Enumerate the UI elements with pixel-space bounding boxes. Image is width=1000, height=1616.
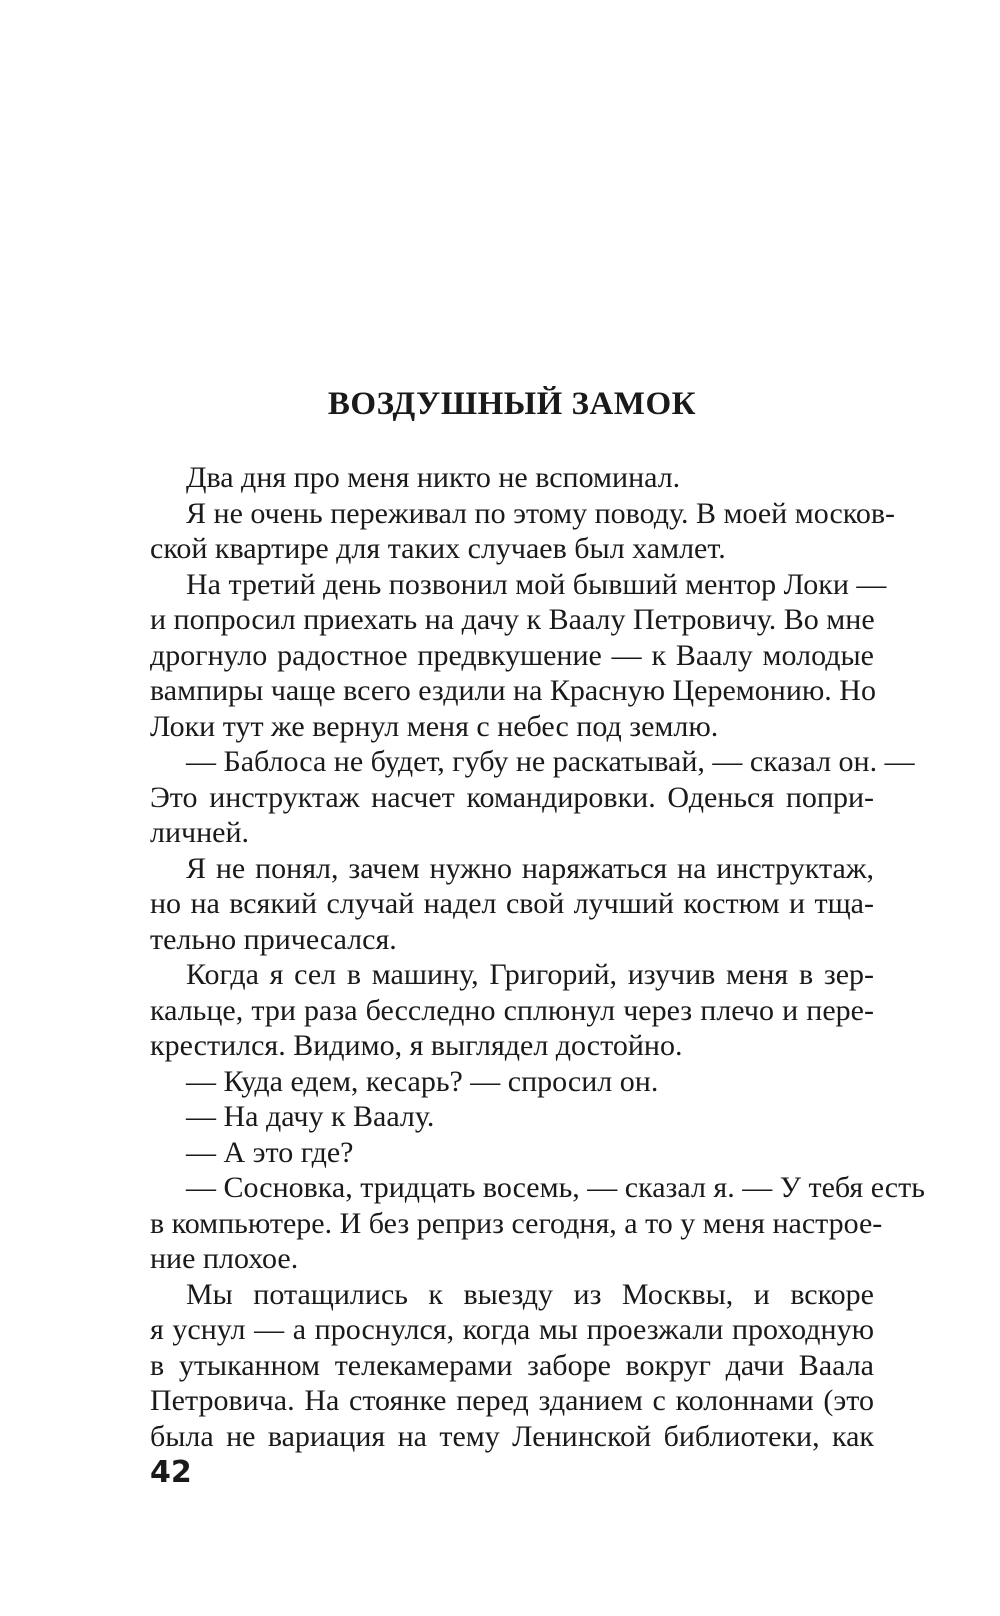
- text-line: Петровича. На стоянке перед зданием с колоннами (это: [150, 1384, 874, 1417]
- text-line: в компьютере. И без реприз сегодня, а то у меня настрое-: [150, 1206, 883, 1240]
- page-number: 42: [150, 1455, 192, 1490]
- text-line: тельно причесался.: [150, 922, 397, 956]
- text-line: Локи тут же вернул меня с небес под землю.: [150, 709, 719, 743]
- text-line: кальце, три раза бесследно сплюнул через плечо и пере-: [150, 993, 874, 1027]
- text-line: и попросил приехать на дачу к Ваалу Петровичу. Во мне: [150, 603, 875, 636]
- text-line: ние плохое.: [150, 1242, 299, 1275]
- text-line: в утыканном телекамерами заборе вокруг дачи Ваала: [150, 1348, 874, 1382]
- text-line: Я не очень переживал по этому поводу. В моей москов-: [186, 496, 895, 530]
- text-line: Два дня про меня никто не вспоминал.: [186, 461, 681, 494]
- text-line: — Баблоса не будет, губу не раскатывай, — сказал он. —: [186, 745, 915, 778]
- text-line: была не вариация на тему Ленинской библиотеки, как: [150, 1419, 874, 1453]
- text-line: На третий день позвонил мой бывший ментор Локи —: [186, 567, 887, 601]
- text-line: ской квартире для таких случаев был хамлет.: [150, 532, 726, 565]
- text-line: Мы потащились к выезду из Москвы, и вскоре: [186, 1277, 874, 1311]
- text-line: но на всякий случай надел свой лучший костюм и тща-: [150, 887, 874, 920]
- text-line: вампиры чаще всего ездили на Красную Церемонию. Но: [150, 674, 876, 707]
- text-line: — Сосновка, тридцать восемь, — сказал я. — У тебя есть: [186, 1171, 925, 1204]
- text-line: я уснул — а проснулся, когда мы проезжали проходную: [150, 1313, 874, 1346]
- text-line: — А это где?: [186, 1135, 354, 1169]
- text-line: личней.: [150, 816, 250, 849]
- text-line: — Куда едем, кесарь? — спросил он.: [186, 1064, 659, 1098]
- text-line: Я не понял, зачем нужно наряжаться на инструктаж,: [186, 851, 874, 885]
- chapter-title: ВОЗДУШНЫЙ ЗАМОК: [327, 386, 697, 422]
- text-line: Это инструктаж насчет командировки. Оденься попри-: [150, 780, 874, 814]
- text-line: — На дачу к Ваалу.: [186, 1100, 435, 1133]
- text-line: дрогнуло радостное предвкушение — к Ваалу молодые: [150, 638, 874, 672]
- text-line: крестился. Видимо, я выглядел достойно.: [150, 1029, 683, 1062]
- text-line: Когда я сел в машину, Григорий, изучив меня в зер-: [186, 958, 874, 991]
- body-text: [150, 460, 925, 1454]
